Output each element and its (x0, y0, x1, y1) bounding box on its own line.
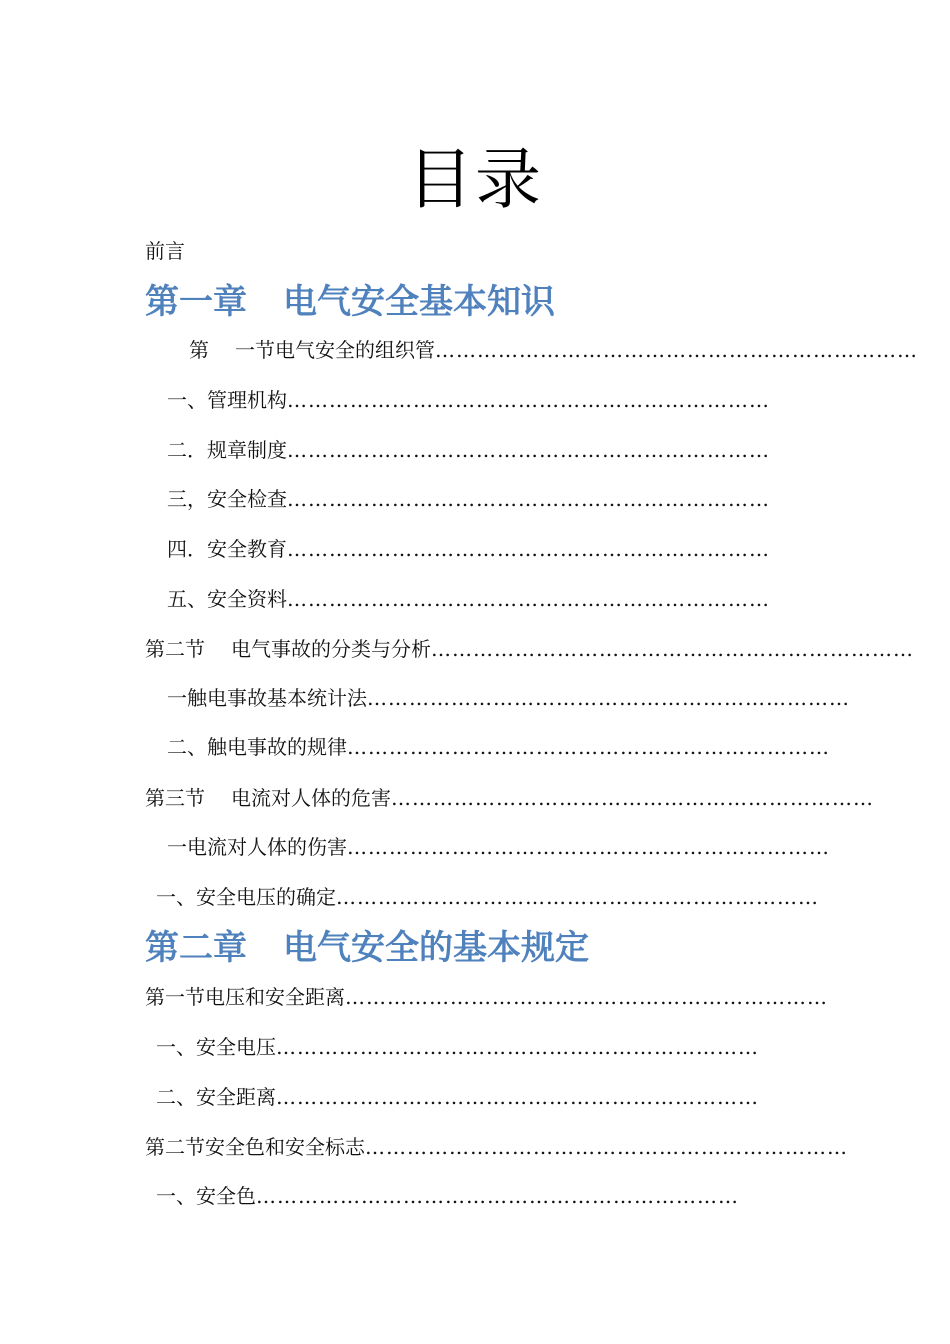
toc-entry-text: 二．规章制度 (167, 438, 287, 462)
toc-entry-text: 二、触电事故的规律 (167, 735, 347, 759)
chapter-2-name: 电气安全的基本规定 (283, 928, 589, 968)
toc-entry (167, 485, 770, 513)
toc-entry-prefix: 第二节 (145, 637, 205, 661)
dot-leader: …………………………………………………………… (347, 735, 830, 759)
toc-entry-text: 一节电气安全的组织管 (235, 338, 435, 362)
dot-leader: …………………………………………………………… (347, 835, 830, 859)
dot-leader: …………………………………………………………… (287, 537, 770, 561)
toc-entry-text: 第一节电压和安全距离 (145, 985, 345, 1009)
toc-entry (167, 535, 770, 563)
toc-entry (167, 684, 850, 712)
toc-entry-text: 一、安全色 (156, 1184, 256, 1208)
toc-entry-section-1-2 (145, 635, 914, 663)
chapter-1-number: 第一章 (145, 282, 247, 322)
toc-entry (167, 436, 770, 464)
toc-entry-prefix: 第 (189, 338, 209, 362)
chapter-2-heading (145, 926, 589, 970)
dot-leader: …………………………………………………………… (431, 637, 914, 661)
toc-entry-text: 五、安全资料 (167, 587, 287, 611)
toc-entry-text: 一电流对人体的伤害 (167, 835, 347, 859)
toc-entry (156, 1033, 759, 1061)
toc-entry-section-2-1 (145, 983, 828, 1011)
dot-leader: …………………………………………………………… (336, 885, 819, 909)
toc-entry-text: 一、安全电压的确定 (156, 885, 336, 909)
toc-entry-text: 第二节安全色和安全标志 (145, 1135, 365, 1159)
dot-leader: …………………………………………………………… (367, 686, 850, 710)
toc-entry (167, 585, 770, 613)
toc-entry (156, 883, 819, 911)
toc-entry-text: 一触电事故基本统计法 (167, 686, 367, 710)
dot-leader: …………………………………………………………… (276, 1035, 759, 1059)
dot-leader: …………………………………………………………… (435, 338, 918, 362)
dot-leader: …………………………………………………………… (256, 1184, 739, 1208)
dot-leader: …………………………………………………………… (345, 985, 828, 1009)
dot-leader: …………………………………………………………… (391, 786, 874, 810)
toc-entry (156, 1083, 759, 1111)
chapter-2-number: 第二章 (145, 928, 247, 968)
toc-entry-text: 三，安全检查 (167, 487, 287, 511)
toc-entry (167, 386, 770, 414)
dot-leader: …………………………………………………………… (365, 1135, 848, 1159)
chapter-1-name: 电气安全基本知识 (283, 282, 555, 322)
toc-entry-text: 电气事故的分类与分析 (231, 637, 431, 661)
toc-entry-text: 电流对人体的危害 (231, 786, 391, 810)
toc-entry-section-1-3 (145, 784, 874, 812)
dot-leader: …………………………………………………………… (287, 587, 770, 611)
dot-leader: …………………………………………………………… (276, 1085, 759, 1109)
chapter-1-heading (145, 280, 555, 324)
toc-entry-prefix: 第三节 (145, 786, 205, 810)
toc-entry (167, 733, 830, 761)
toc-entry-section-1-1 (189, 336, 918, 364)
toc-entry-section-2-2 (145, 1133, 848, 1161)
toc-entry (167, 833, 830, 861)
toc-entry (156, 1182, 746, 1210)
toc-entry-text: 四．安全教育 (167, 537, 287, 561)
toc-entry-text: 一、管理机构 (167, 388, 287, 412)
dot-leader: …………………………………………………………… (287, 388, 770, 412)
dot-leader: …………………………………………………………… (287, 438, 770, 462)
toc-entry-text: 一、安全电压 (156, 1035, 276, 1059)
toc-title: 目录 (407, 141, 543, 218)
toc-entry-text: 二、安全距离 (156, 1085, 276, 1109)
dot-leader: …………………………………………………………… (287, 487, 770, 511)
preface-entry: 前言 (145, 239, 185, 263)
